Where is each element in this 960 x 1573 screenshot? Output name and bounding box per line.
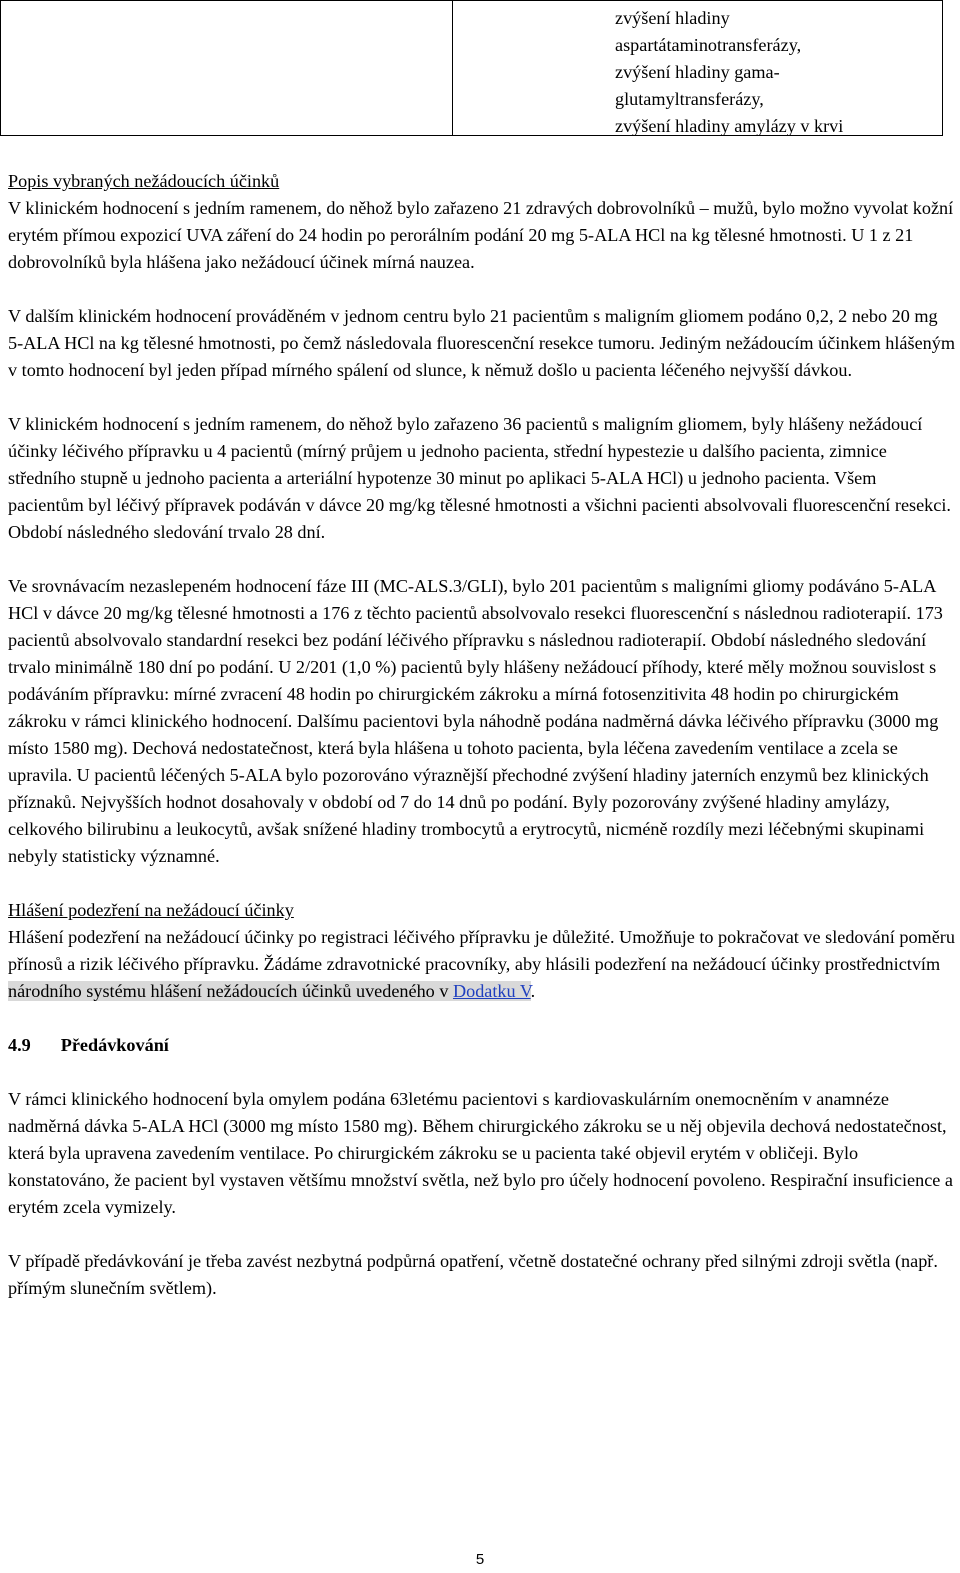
paragraph: V klinickém hodnocení s jedním ramenem, do něhož bylo zařazeno 36 pacientů s maligním gliomem, byly hlášeny nežádoucí účinky léčivého přípravku u 4 pacientů (mírný průjem u jednoho pacienta, střední hypestezie u dalšího pacienta, zimnice středního stupně u jednoho pacienta a arteriální hypotenze 30 minut po aplikaci 5-ALA HCl) u jednoho pacienta. Všem pacientům byl léčivý přípravek podáván v dávce 20 mg/kg tělesné hmotnosti a všichni pacienti absolvovali fluorescenční resekci. Období následného sledování trvalo 28 dní.: [8, 414, 951, 542]
paragraph: V případě předávkování je třeba zavést nezbytná podpůrná opatření, včetně dostatečné ochrany před silnými zdroji světla (např. přímým slunečním světlem).: [8, 1251, 938, 1298]
table-line: aspartátaminotransferázy,: [615, 35, 802, 55]
table-line: zvýšení hladiny amylázy v krvi: [615, 116, 844, 136]
table-cell-empty: [1, 1, 453, 135]
paragraph: V dalším klinickém hodnocení prováděném v jednom centru bylo 21 pacientům s maligním gliomem podáno 0,2, 2 nebo 20 mg 5-ALA HCl na kg tělesné hmotnosti, po čemž následovala fluorescenční resekce tumoru. Jediným nežádoucím účinkem hlášeným v tomto hodnocení byl jeden případ mírného spálení od slunce, k němuž došlo u pacienta léčeného nejvyšší dávkou.: [8, 306, 955, 380]
table-line: zvýšení hladiny: [615, 8, 730, 28]
table-cell-effects: [453, 1, 942, 135]
document-body: [8, 168, 956, 1302]
period: .: [530, 981, 536, 1001]
paragraph: V klinickém hodnocení s jedním ramenem, do něhož bylo zařazeno 21 zdravých dobrovolníků – mužů, bylo možno vyvolat kožní erytém přímou expozicí UVA záření do 24 hodin po perorálním podání 20 mg 5-ALA HCl na kg tělesné hmotnosti. U 1 z 21 dobrovolníků byla hlášena jako nežádoucí účinek mírná nauzea.: [8, 198, 954, 272]
reporting-text: Hlášení podezření na nežádoucí účinky po registraci léčivého přípravku je důležité. Umožňuje to pokračovat ve sledování poměru přínosů a rizik léčivého přípravku. Žádáme zdravotnické pracovníky, aby hlásili podezření na nežádoucí účinky prostřednictvím: [8, 927, 955, 974]
highlighted-text: [8, 981, 531, 1001]
section-title-text: Předávkování: [60, 1035, 169, 1055]
section-title-overdose: [8, 1032, 956, 1059]
page-number: 5: [475, 1551, 485, 1568]
paragraph: V rámci klinického hodnocení byla omylem podána 63letému pacientovi s kardiovaskulárním onemocněním v anamnéze nadměrná dávka 5-ALA HCl (3000 mg místo 1580 mg). Během chirurgického zákroku se u něj objevila dechová nedostatečnost, která byla upravena zavedením ventilace. Po chirurgickém zákroku se u pacienta také objevil erytém v obličeji. Bylo konstatováno, že pacient byl vystaven většímu množství světla, než bylo pro účely hodnocení povoleno. Respirační insuficience a erytém zcela vymizely.: [8, 1089, 953, 1217]
paragraph: Ve srovnávacím nezaslepeném hodnocení fáze III (MC-ALS.3/GLI), bylo 201 pacientům s maligními gliomy podáváno 5-ALA HCl v dávce 20 mg/kg tělesné hmotnosti a 176 z těchto pacientů absolvovalo resekci fluorescenční s následnou radioterapií. 173 pacientů absolvovalo standardní resekci bez podání léčivého přípravku s následnou radioterapií. Období následného sledování trvalo minimálně 180 dní po podání. U 2/201 (1,0 %) pacientů byly hlášeny nežádoucí příhody, které měly možnou souvislost s podáváním přípravku: mírné zvracení 48 hodin po chirurgickém zákroku a mírná fotosenzitivita 48 hodin po chirurgickém zákroku v rámci klinického hodnocení. Dalšímu pacientovi byla náhodně podána nadměrná dávka léčivého přípravku (3000 mg místo 1580 mg). Dechová nedostatečnost, která byla hlášena u tohoto pacienta, byla léčena zavedením ventilace a zcela se upravila. U pacientů léčených 5-ALA bylo pozorováno výraznější přechodné zvýšení hladiny jaterních enzymů bez klinických příznaků. Nejvyšších hodnot dosahovaly v období od 7 do 14 dnů po podání. Byly pozorovány zvýšené hladiny amylázy, celkového bilirubinu a leukocytů, avšak snížené hladiny trombocytů a erytrocytů, nicméně rozdíly mezi léčebnými skupinami nebyly statisticky významné.: [8, 576, 943, 866]
highlight-part: národního systému hlášení nežádoucích účinků uvedeného v: [8, 981, 453, 1001]
section-heading-reporting: Hlášení podezření na nežádoucí účinky: [8, 900, 294, 920]
paragraph-reporting: [8, 924, 956, 1005]
table-line: glutamyltransferázy,: [615, 89, 764, 109]
appendix-link[interactable]: Dodatku V: [452, 981, 531, 1001]
table-line: zvýšení hladiny gama-: [615, 62, 780, 82]
section-number: 4.9: [8, 1035, 31, 1055]
adverse-effects-table-fragment: [0, 0, 943, 136]
section-heading-selected-effects: Popis vybraných nežádoucích účinků: [8, 171, 280, 191]
